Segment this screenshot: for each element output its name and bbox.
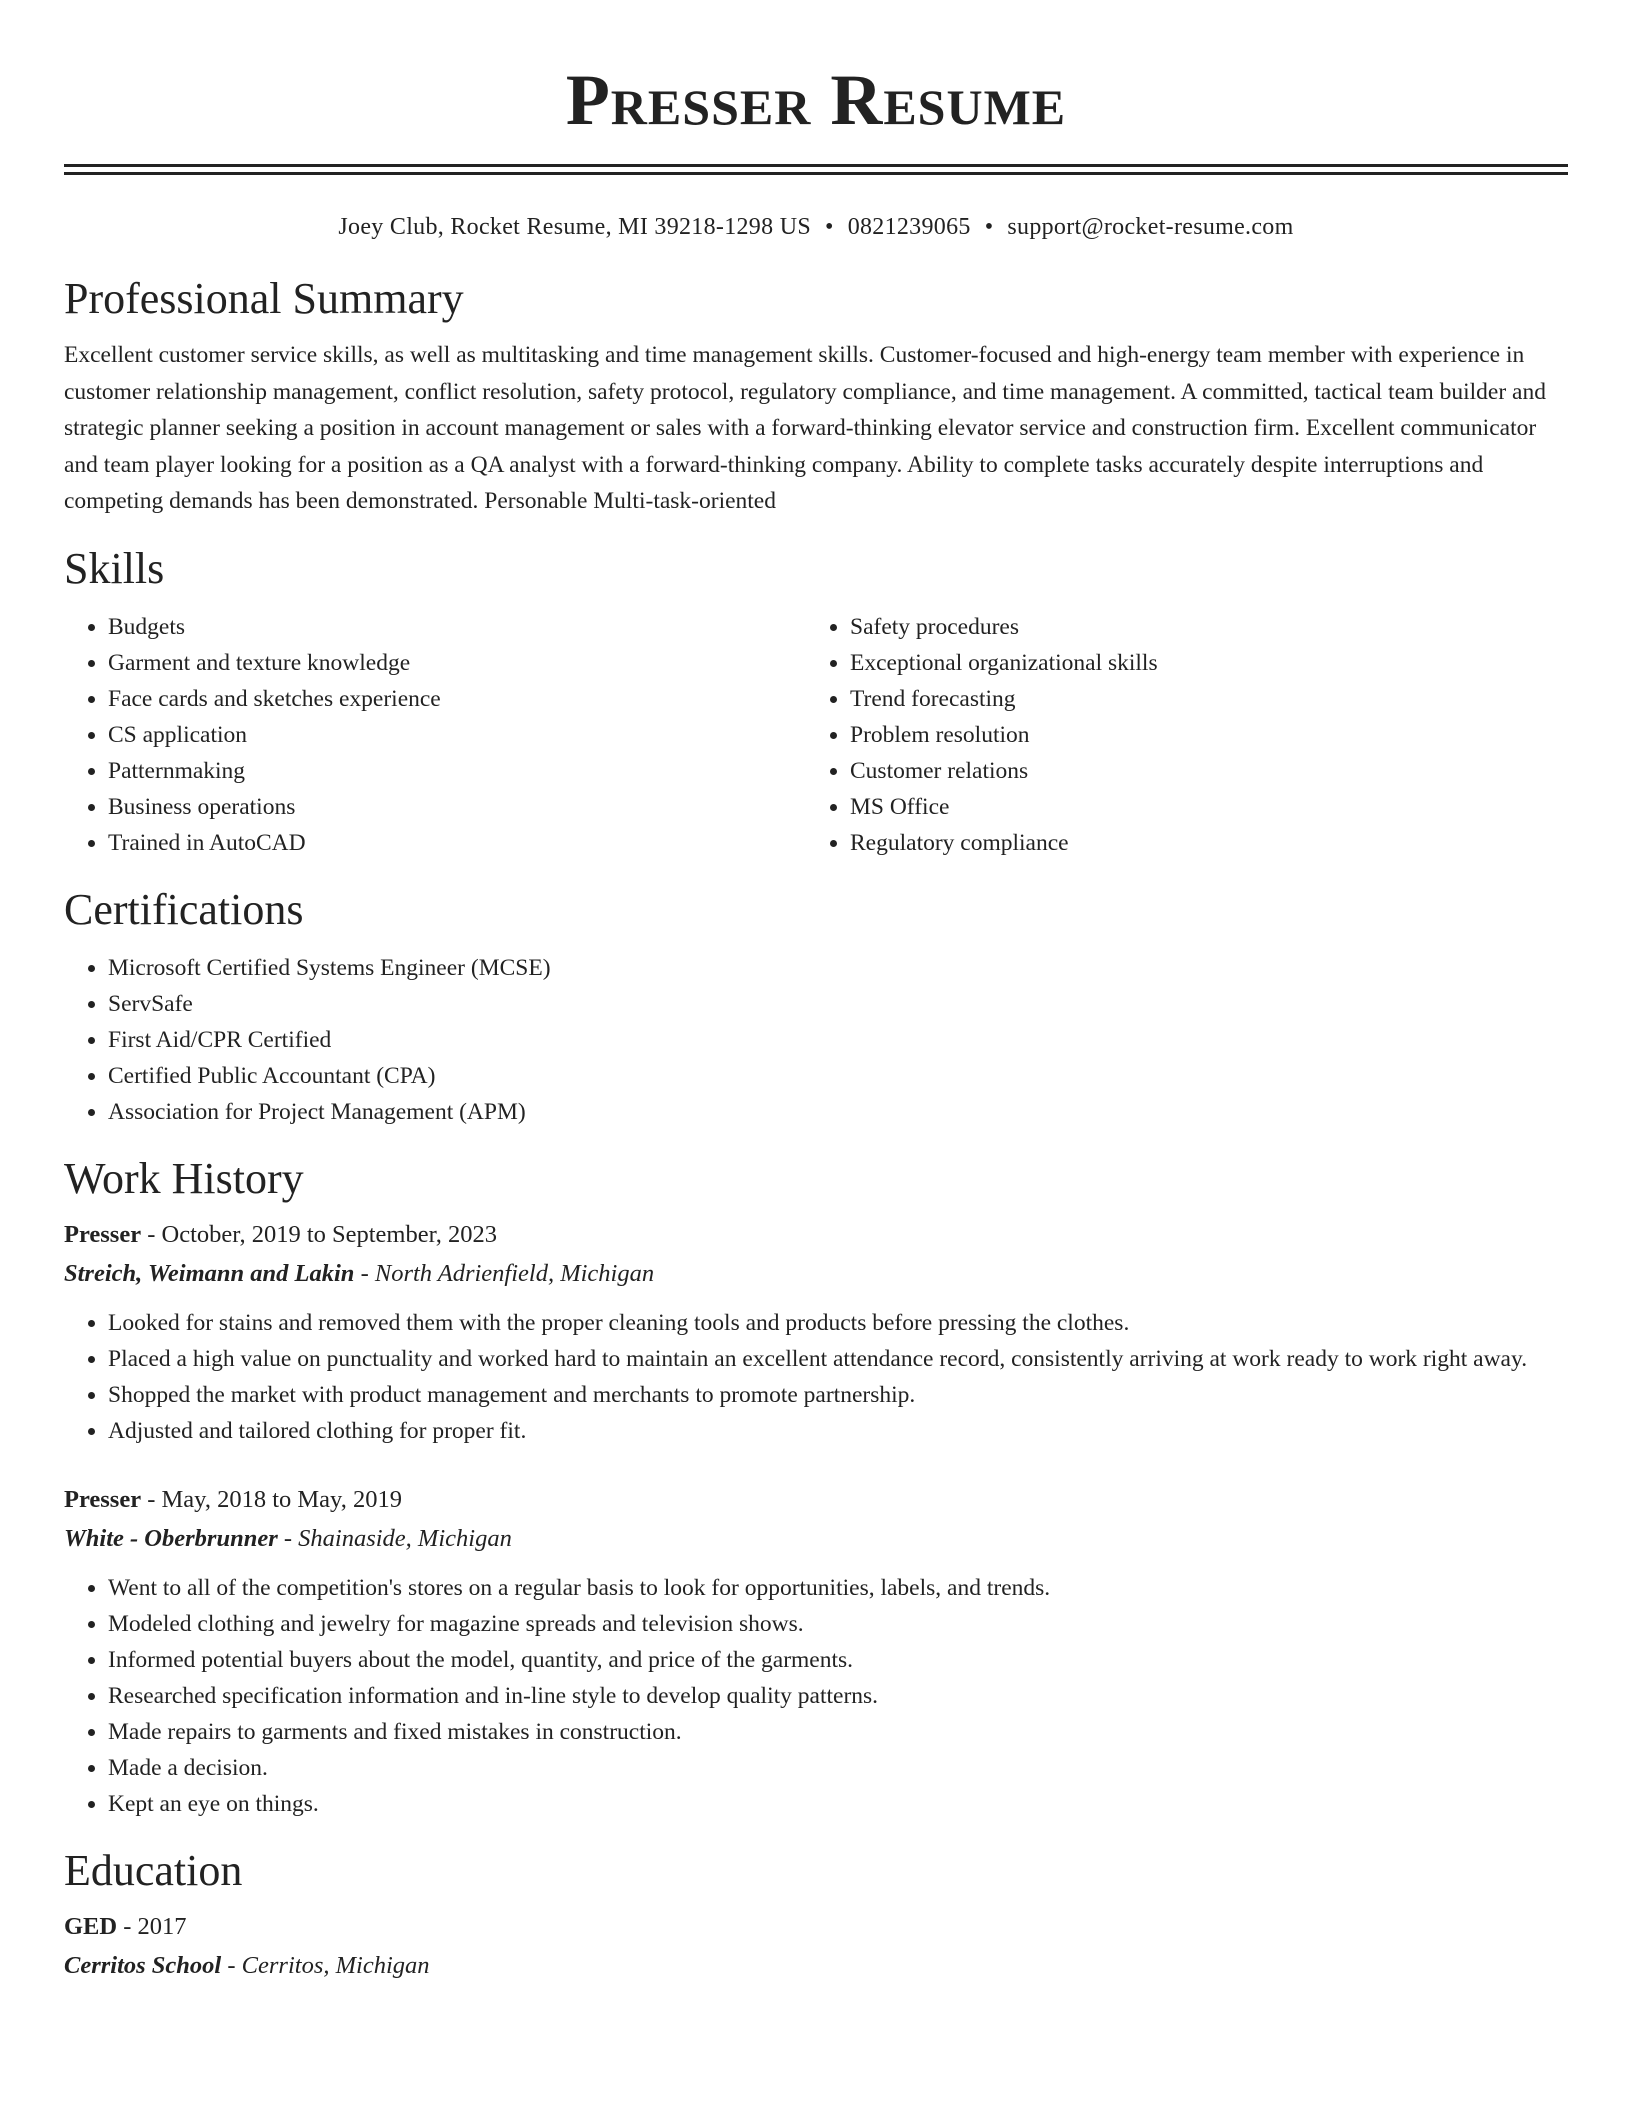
section-heading-certifications: Certifications (64, 884, 304, 934)
job-duty-item: • Informed potential buyers about the model, quantity, and price of the garments. (108, 1642, 1568, 1678)
contact-line (64, 211, 1568, 243)
job-duty-item: • Adjusted and tailored clothing for proper fit. (108, 1413, 1568, 1449)
job-company: Streich, Weimann and Lakin (64, 1259, 355, 1287)
job-duty-item: • Went to all of the competition's stores on a regular basis to look for opportunities, labels, and trends. (108, 1570, 1568, 1606)
job-employer: White - Oberbrunner - Shainaside, Michigan (64, 1524, 512, 1552)
job-entry (64, 1483, 1568, 1822)
skill-item: • Exceptional organizational skills (850, 645, 1548, 681)
education-header: GED - 2017 (64, 1912, 187, 1940)
skill-item: • MS Office (850, 789, 1548, 825)
education-entry (64, 1910, 1568, 1983)
job-title: Presser (64, 1485, 142, 1513)
section-heading-education: Education (64, 1845, 243, 1895)
bullet-separator: • (984, 214, 994, 240)
job-header: Presser - May, 2018 to May, 2019 (64, 1485, 402, 1513)
skills-columns (64, 609, 1568, 861)
job-employer: Streich, Weimann and Lakin - North Adrienfield, Michigan (64, 1259, 655, 1287)
job-duty-item: • Modeled clothing and jewelry for magazine spreads and television shows. (108, 1606, 1568, 1642)
job-dates: October, 2019 to September, 2023 (161, 1220, 498, 1248)
job-duty-item: • Placed a high value on punctuality and worked hard to maintain an excellent attendance record, consistently arriving at work ready to work right away. (108, 1341, 1568, 1377)
skill-item: • Regulatory compliance (850, 825, 1548, 861)
skill-item: • Trend forecasting (850, 681, 1548, 717)
job-company: White - Oberbrunner (64, 1524, 278, 1552)
skills-list-right (806, 609, 1548, 861)
certification-item: • First Aid/CPR Certified (108, 1022, 1568, 1058)
section-heading-work-history: Work History (64, 1153, 304, 1203)
section-heading-skills: Skills (64, 543, 165, 593)
certification-item: • Association for Project Management (APM) (108, 1094, 1568, 1130)
skill-item: • Safety procedures (850, 609, 1548, 645)
job-dates: May, 2018 to May, 2019 (161, 1485, 402, 1513)
skills-column-right (806, 609, 1548, 861)
skill-item: • Customer relations (850, 753, 1548, 789)
contact-email: support@rocket-resume.com (1007, 214, 1294, 240)
job-location: Shainaside, Michigan (298, 1524, 512, 1552)
job-title: Presser (64, 1220, 142, 1248)
skill-item: • Problem resolution (850, 717, 1548, 753)
skill-item: • Trained in AutoCAD (108, 825, 806, 861)
summary-text: Excellent customer service skills, as well as multitasking and time management skills. Customer-focused and high-energy team member with experience in customer relationship management, conflict resolution, safety protocol, regulatory compliance, and time management. A committed, tactical team builder and strategic planner seeking a position in account management or sales with a forward-thinking elevator service and construction firm. Excellent communicator and team player looking for a position as a QA analyst with a forward-thinking company. Ability to complete tasks accurately despite interruptions and competing demands has been demonstrated. Personable Multi-task-oriented (64, 342, 1546, 514)
education-school-line: Cerritos School - Cerritos, Michigan (64, 1951, 430, 1979)
skill-item: • Business operations (108, 789, 806, 825)
skill-item: • Face cards and sketches experience (108, 681, 806, 717)
certification-item: • ServSafe (108, 986, 1568, 1022)
skill-item: • Budgets (108, 609, 806, 645)
skills-list-left (64, 609, 806, 861)
job-entry (64, 1218, 1568, 1449)
education-location: Cerritos, Michigan (241, 1951, 430, 1979)
certification-item: • Certified Public Accountant (CPA) (108, 1058, 1568, 1094)
contact-phone: 0821239065 (847, 214, 971, 240)
contact-address: Joey Club, Rocket Resume, MI 39218-1298 US (338, 214, 811, 240)
job-header: Presser - October, 2019 to September, 2023 (64, 1220, 498, 1248)
job-duty-item: • Shopped the market with product management and merchants to promote partnership. (108, 1377, 1568, 1413)
education-year: 2017 (137, 1912, 187, 1940)
resume-title: Presser Resume (565, 60, 1067, 140)
job-duty-item: • Researched specification information and in-line style to develop quality patterns. (108, 1678, 1568, 1714)
job-duty-item: • Looked for stains and removed them with the proper cleaning tools and products before pressing the clothes. (108, 1305, 1568, 1341)
section-heading-summary: Professional Summary (64, 274, 464, 323)
bullet-separator: • (824, 214, 834, 240)
job-location: North Adrienfield, Michigan (374, 1259, 655, 1287)
job-duty-item: • Made a decision. (108, 1750, 1568, 1786)
job-duties-list (64, 1570, 1568, 1822)
skill-item: • CS application (108, 717, 806, 753)
title-divider (64, 164, 1568, 175)
skill-item: • Patternmaking (108, 753, 806, 789)
skills-column-left (64, 609, 806, 861)
skill-item: • Garment and texture knowledge (108, 645, 806, 681)
job-duties-list (64, 1305, 1568, 1449)
certifications-list (64, 950, 1568, 1130)
job-duty-item: • Kept an eye on things. (108, 1786, 1568, 1822)
certification-item: • Microsoft Certified Systems Engineer (MCSE) (108, 950, 1568, 986)
education-school: Cerritos School (64, 1951, 222, 1979)
job-duty-item: • Made repairs to garments and fixed mistakes in construction. (108, 1714, 1568, 1750)
education-degree: GED (64, 1912, 118, 1940)
